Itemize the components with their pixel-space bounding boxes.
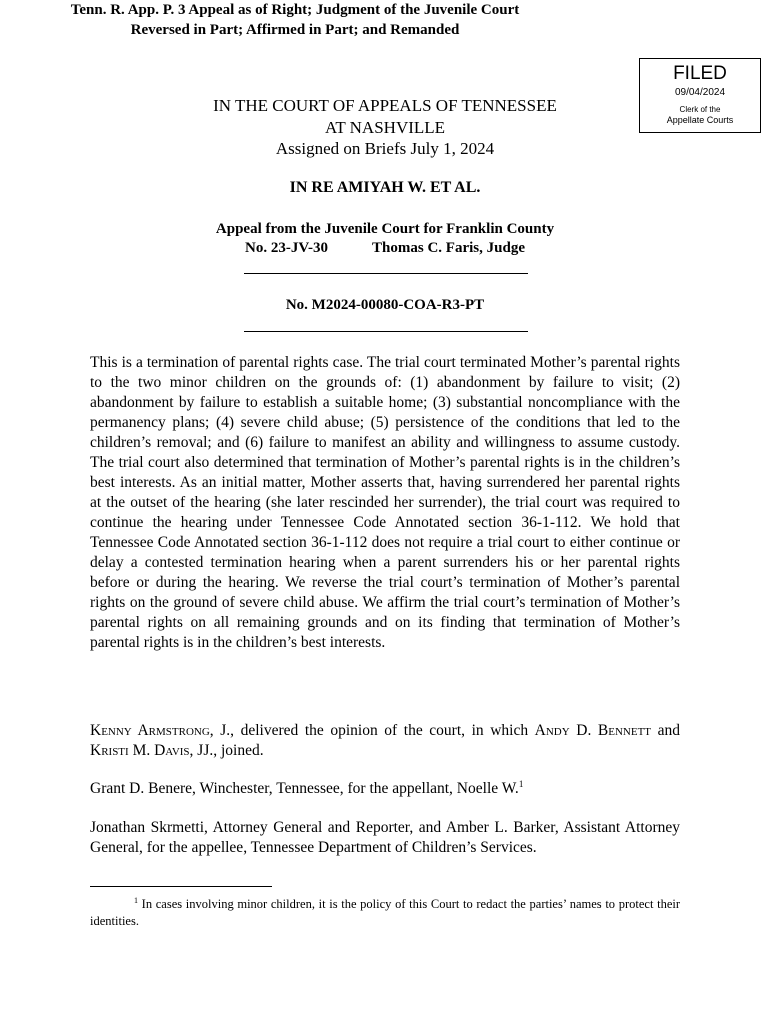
opinion-text-1: , J., delivered the opinion of the court, in which	[209, 722, 535, 739]
opinion-text-2: and	[651, 722, 680, 739]
appellant-counsel-text: Grant D. Benere, Winchester, Tennessee, for the appellant, Noelle W.	[90, 780, 519, 797]
lower-court-line	[90, 239, 680, 258]
author-judge: Kenny Armstrong	[90, 722, 210, 739]
disposition-line-1: Tenn. R. App. P. 3 Appeal as of Right; Judgment of the Juvenile Court	[70, 2, 520, 18]
footnote	[90, 896, 680, 930]
opinion-text-3: , JJ., joined.	[189, 742, 264, 759]
lower-court-number: No. 23-JV-30	[245, 240, 329, 256]
divider-top	[244, 273, 528, 274]
footnote-text: In cases involving minor children, it is the policy of this Court to redact the parties’ names to protect their identities.	[90, 897, 680, 928]
appellee-counsel: Jonathan Skrmetti, Attorney General and Reporter, and Amber L. Barker, Assistant Attorney General, for the appellee, Tennessee Department of Children’s Services.	[90, 819, 680, 856]
stamp-filed-label: FILED	[673, 63, 727, 84]
court-name	[90, 95, 680, 139]
case-title: IN RE AMIYAH W. ET AL.	[289, 179, 481, 196]
docket-number: No. M2024-00080-COA-R3-PT	[285, 297, 485, 313]
concurring-judge-1: Andy D. Bennett	[534, 722, 652, 739]
opinion-authorship	[90, 721, 680, 761]
concurring-judge-2: Kristi M. Davis	[90, 742, 190, 759]
disposition-line-2: Reversed in Part; Affirmed in Part; and Remanded	[130, 22, 460, 38]
disposition	[0, 0, 590, 40]
stamp-clerk-line2: Appellate Courts	[666, 115, 734, 125]
footnote-number: 1	[134, 895, 138, 905]
divider-bottom	[244, 331, 528, 332]
appellant-counsel	[90, 779, 680, 799]
stamp-date: 09/04/2024	[674, 87, 726, 98]
footnote-divider	[90, 886, 272, 887]
court-line-2: AT NASHVILLE	[324, 118, 446, 137]
footnote-ref: 1	[518, 778, 524, 789]
stamp-clerk-line1: Clerk of the	[679, 105, 721, 114]
assigned-date: Assigned on Briefs July 1, 2024	[275, 139, 495, 158]
trial-judge: Thomas C. Faris, Judge	[372, 240, 525, 256]
court-line-1: IN THE COURT OF APPEALS OF TENNESSEE	[213, 96, 557, 115]
case-summary: This is a termination of parental rights case. The trial court terminated Mother’s parental rights to the two minor children on the grounds of: (1) abandonment by failure to visit; (2) abandonment by failure to establish a suitable home; (3) substantial noncompliance with the permanency plans; (4) severe child abuse; (5) persistence of the conditions that led to the children’s removal; and (6) failure to manifest an ability and willingness to assume custody. The trial court also determined that termination of Mother’s parental rights is in the children’s best interests. As an initial matter, Mother asserts that, having surrendered her parental rights at the outset of the hearing (she later rescinded her surrender), the trial court was required to continue the hearing under Tennessee Code Annotated section 36-1-112. We hold that Tennessee Code Annotated section 36-1-112 does not require a trial court to either continue or delay a contested termination hearing when a parent surrenders his or her parental rights before or during the hearing. We reverse the trial court’s termination of Mother’s parental rights on the ground of severe child abuse. We affirm the trial court’s termination of Mother’s parental rights on all remaining grounds and on its finding that termination of Mother’s parental rights is in the children’s best interests.	[90, 354, 680, 651]
appeal-from	[90, 220, 680, 258]
appeal-from-court: Appeal from the Juvenile Court for Franklin County	[215, 221, 555, 237]
